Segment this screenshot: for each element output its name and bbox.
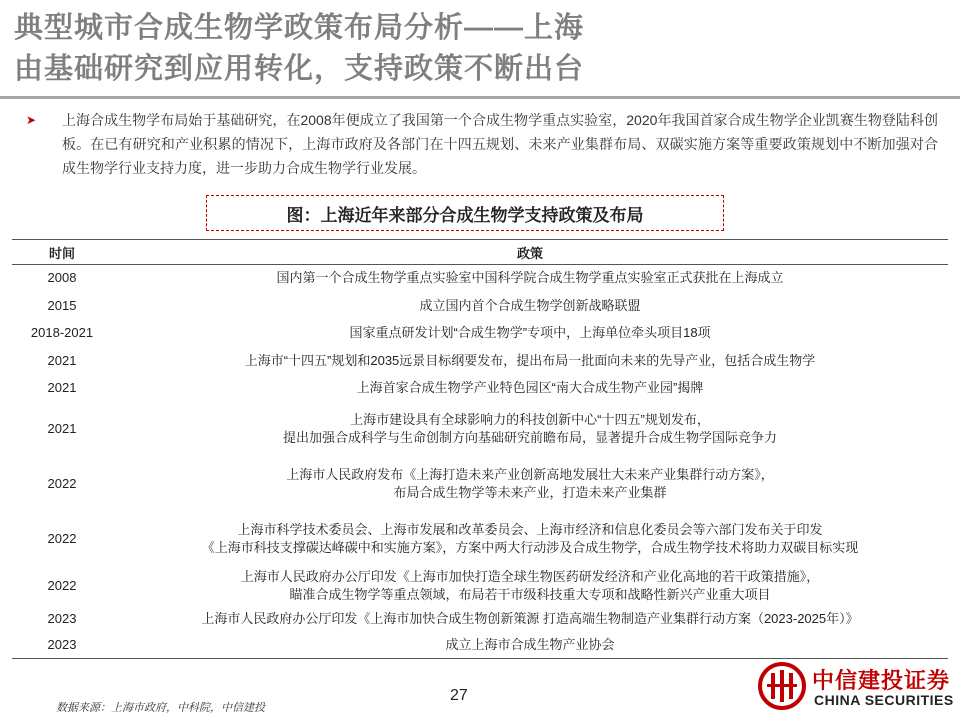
policy-line: 瞄准合成生物学等重点领域，布局若干市级科技重大专项和战略性新兴产业重大项目	[289, 586, 771, 602]
table-header-row	[12, 240, 948, 265]
year-cell: 2022	[47, 530, 77, 546]
table-row	[12, 347, 948, 375]
year-cell: 2021	[47, 352, 77, 368]
red-arrow-bullet-icon: ➤	[26, 113, 37, 127]
year-cell: 2008	[47, 270, 77, 286]
policy-line: 上海市建设具有全球影响力的科技创新中心“十四五”规划发布，	[350, 411, 710, 427]
year-cell: 2023	[47, 611, 77, 626]
year-cell: 2015	[47, 297, 77, 313]
policy-line: 上海市科学技术委员会、上海市发展和改革委员会、上海市经济和信息化委员会等六部门发布关于印发	[237, 521, 823, 537]
policy-line: 国内第一个合成生物学重点实验室中国科学院合成生物学重点实验室正式获批在上海成立	[276, 270, 784, 286]
policy-cell	[112, 292, 948, 320]
intro-text: 上海合成生物学布局始于基础研究，在2008年便成立了我国第一个合成生物学重点实验室，2020年我国首家合成生物学企业凯赛生物登陆科创板。在已有研究和产业积累的情况下，上海市政府及各部门在十四五规划、未来产业集群布局、双碳实施方案等重要政策规划中不断加强对合成生物学行业支持力度，进一步助力合成生物学行业发展。	[62, 112, 938, 176]
year-cell: 2021	[47, 380, 77, 395]
year-cell: 2021	[47, 420, 77, 436]
policy-line: 上海首家合成生物学产业特色园区“南大合成生物产业园”揭牌	[356, 380, 704, 395]
policy-line: 上海市“十四五”规划和2035远景目标纲要发布，提出布局一批面向未来的先导产业，包括合成生物学	[244, 352, 816, 368]
page-number: 27	[450, 687, 468, 704]
policy-cell	[112, 265, 948, 292]
company-logo	[758, 662, 954, 714]
policy-cell	[112, 320, 948, 347]
page-title	[14, 8, 944, 90]
year-cell: 2022	[47, 475, 77, 491]
policy-line: 上海市人民政府发布《上海打造未来产业创新高地发展壮大未来产业集群行动方案》，	[286, 466, 774, 482]
policy-table	[12, 239, 948, 659]
figure-title: 图：上海近年来部分合成生物学支持政策及布局	[206, 195, 724, 231]
table-row	[12, 292, 948, 320]
table-row	[12, 320, 948, 347]
policy-cell	[112, 512, 948, 566]
data-source-note: 数据来源：上海市政府，中科院，中信建投	[56, 702, 265, 714]
policy-line: 上海市人民政府办公厅印发《上海市加快打造全球生物医药研发经济和产业化高地的若干政策措施》，	[240, 568, 820, 584]
year-column-header: 时间	[12, 240, 112, 265]
policy-cell	[112, 606, 948, 633]
policy-line: 提出加强合成科学与生命创制方向基础研究前瞻布局，显著提升合成生物学国际竞争力	[282, 429, 777, 445]
policy-cell	[112, 566, 948, 606]
policy-cell	[112, 633, 948, 659]
policy-line: 国家重点研发计划“合成生物学”专项中，上海单位牵头项目18项	[349, 325, 711, 340]
year-cell: 2022	[47, 577, 77, 593]
page-title-line1: 典型城市合成生物学政策布局分析——上海	[14, 12, 585, 44]
table-row	[12, 512, 948, 566]
table-row	[12, 265, 948, 292]
policy-cell	[112, 402, 948, 456]
table-row	[12, 633, 948, 659]
policy-line: 成立上海市合成生物产业协会	[445, 637, 615, 653]
policy-line: 《上海市科技支撑碳达峰碳中和实施方案》，方案中两大行动涉及合成生物学，合成生物学技术将助力双碳目标实现	[201, 539, 859, 555]
table-row	[12, 375, 948, 402]
table-row	[12, 566, 948, 606]
policy-line: 布局合成生物学等未来产业，打造未来产业集群	[393, 484, 667, 500]
policy-line: 上海市人民政府办公厅印发《上海市加快合成生物创新策源 打造高端生物制造产业集群行动方案（2023-2025年）》	[201, 611, 859, 626]
logo-english-name: CHINA SECURITIES	[814, 692, 954, 708]
policy-column-header: 政策	[112, 240, 948, 265]
table-row	[12, 402, 948, 456]
policy-line: 成立国内首个合成生物学创新战略联盟	[419, 297, 641, 313]
intro-paragraph	[26, 108, 938, 180]
page-title-line2: 由基础研究到应用转化，支持政策不断出台	[14, 53, 585, 85]
title-divider	[0, 96, 960, 99]
china-securities-logo-icon	[758, 662, 806, 710]
year-cell: 2023	[12, 633, 112, 659]
policy-cell	[112, 347, 948, 375]
year-cell: 2018-2021	[30, 325, 94, 340]
logo-chinese-name: 中信建投证券	[812, 668, 951, 693]
table-row	[12, 606, 948, 633]
table-row	[12, 456, 948, 512]
policy-cell	[112, 456, 948, 512]
policy-cell	[112, 375, 948, 402]
